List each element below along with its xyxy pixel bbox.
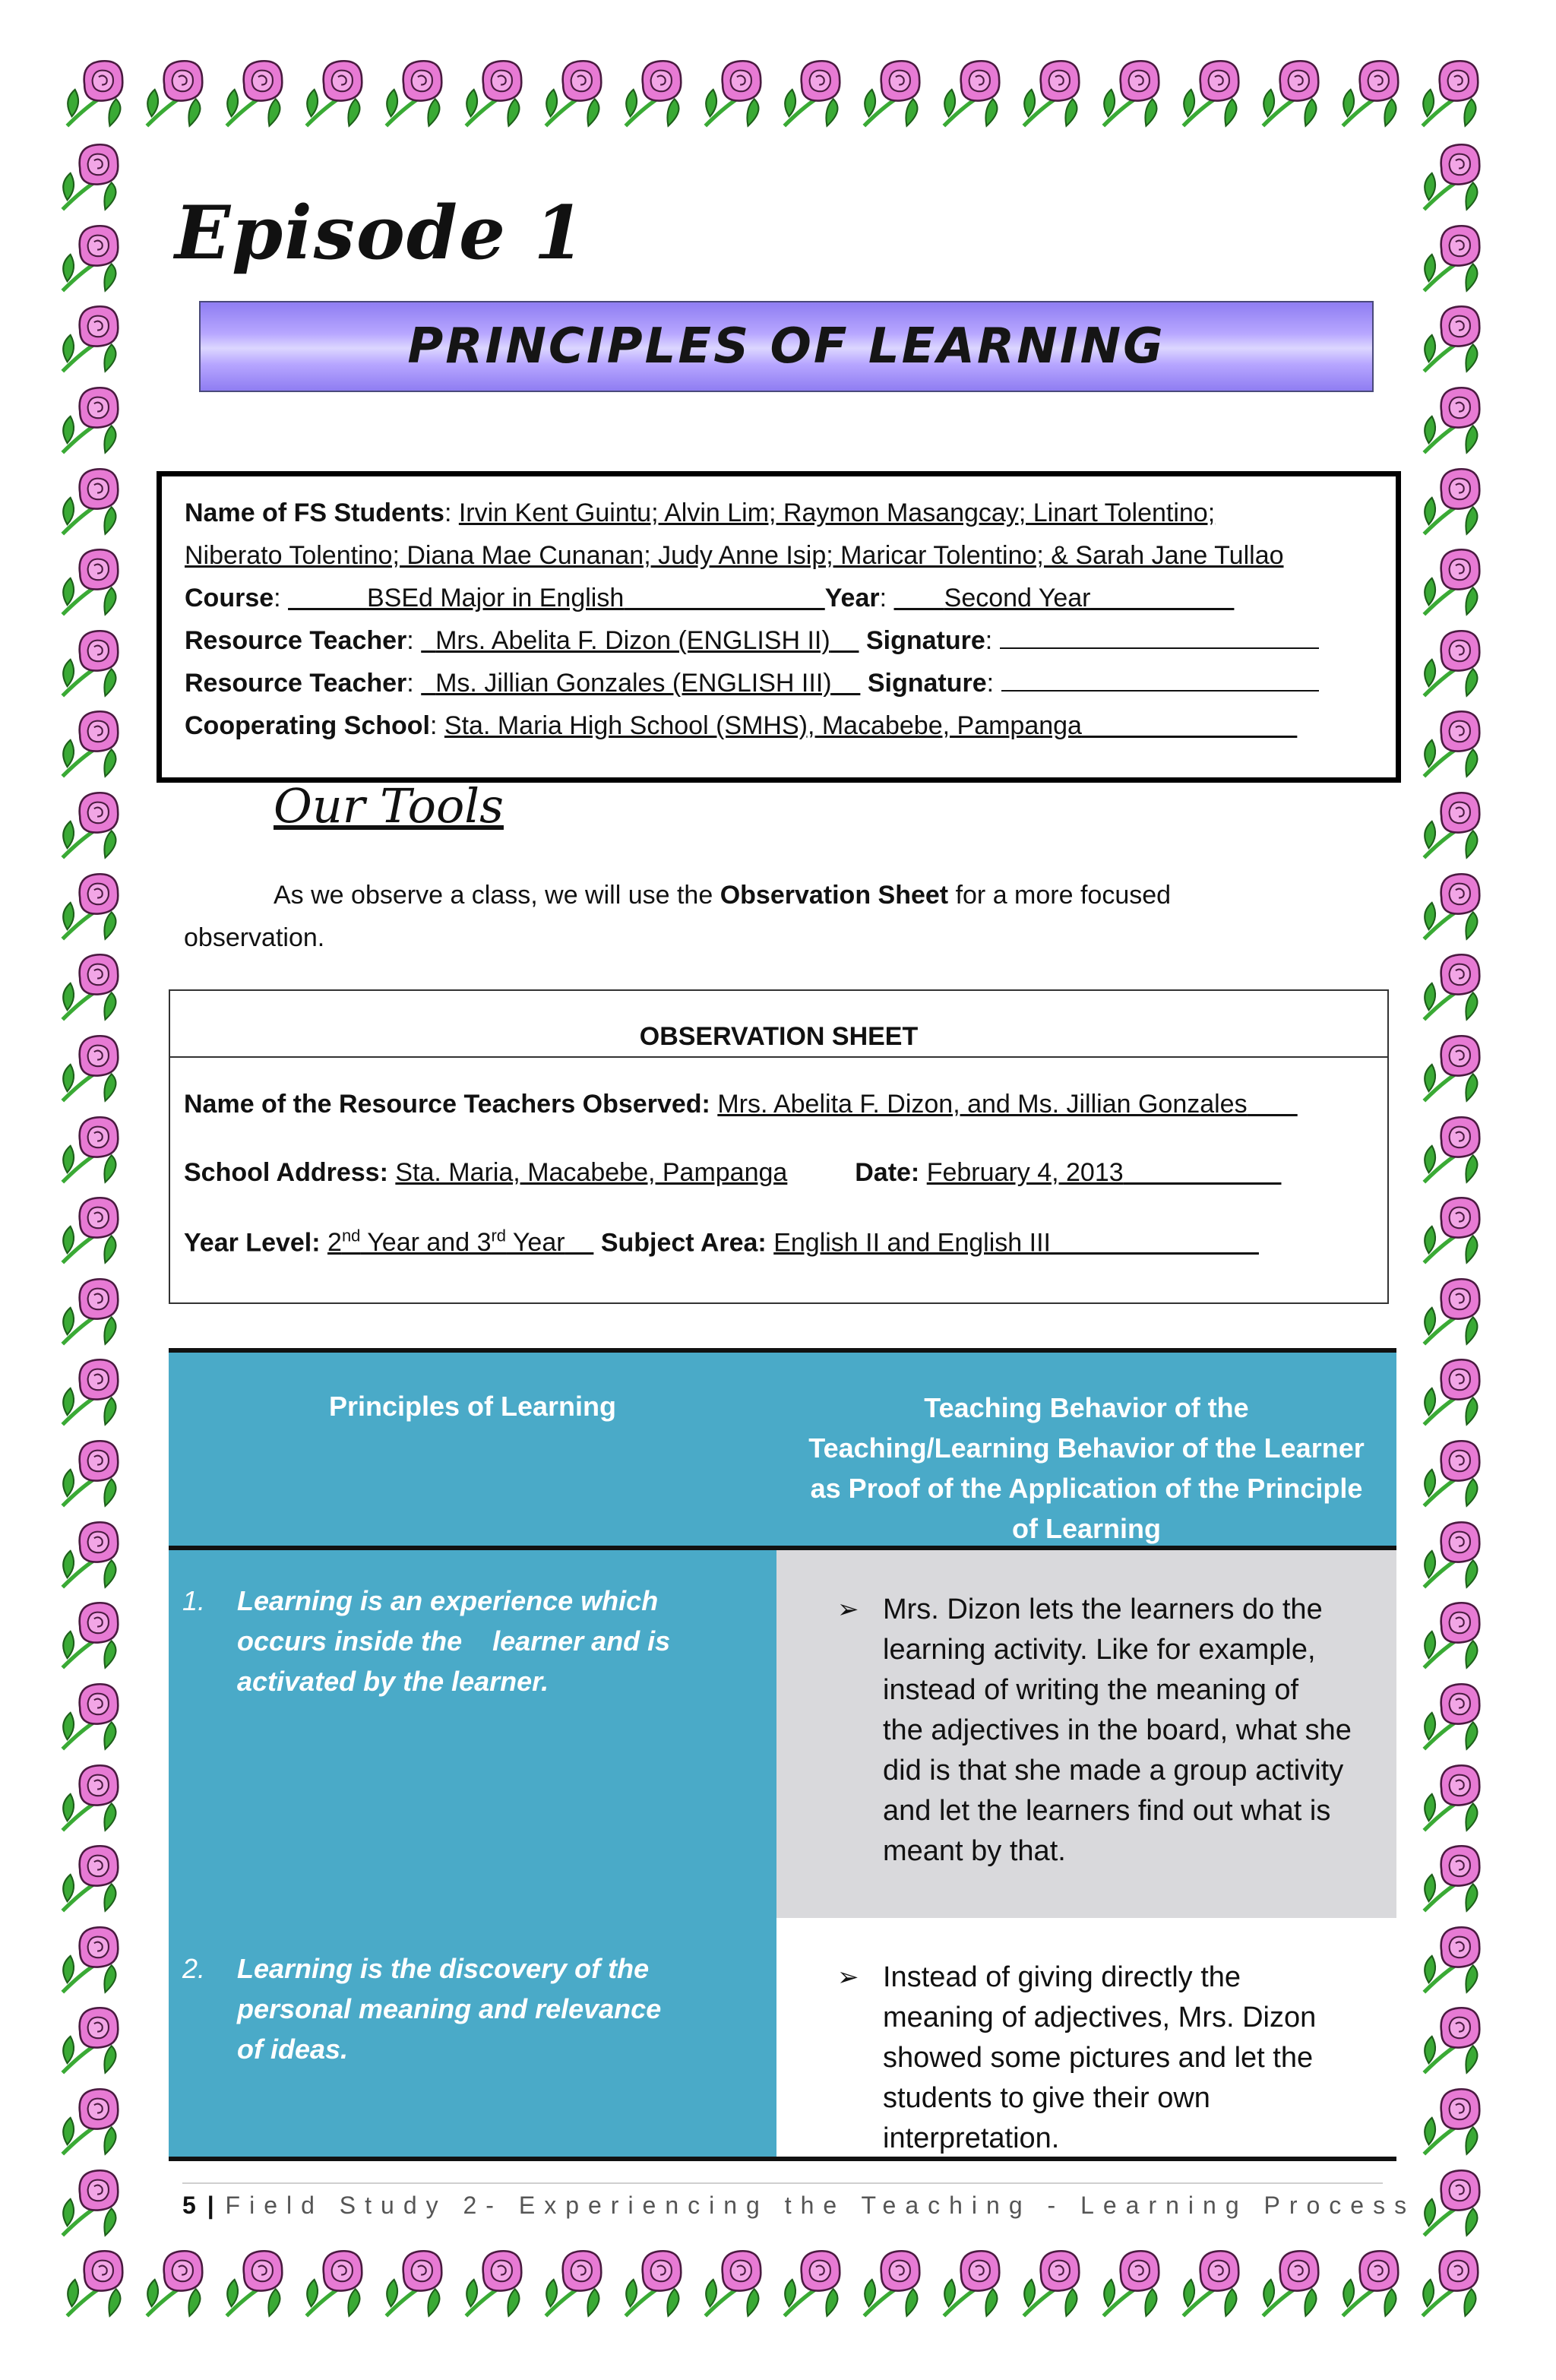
rose-icon [56, 1433, 135, 1512]
our-tools-heading: Our Tools [274, 778, 504, 834]
table-row-1-behavior: ➢ Mrs. Dizon lets the learners do the learning activity. Like for example, instead of writing the meaning of the adjectives in the board, what she did is that she made a group activity and let the learners find out what is meant by that. [776, 1550, 1396, 1918]
rose-icon [1257, 53, 1336, 132]
rose-icon [56, 1028, 135, 1107]
banner-title: PRINCIPLES OF LEARNING [407, 318, 1165, 375]
rose-icon [220, 2243, 299, 2322]
rose-icon [1336, 53, 1415, 132]
course-line: Course: BSEd Major in English Year: Second Year [185, 577, 1373, 619]
rose-icon [56, 623, 135, 702]
rose-icon [1017, 53, 1096, 132]
rose-icon [1177, 53, 1256, 132]
page-number: 5 [182, 2192, 196, 2219]
table-row-1-principle: 1. Learning is an experience which occurs inside the learner and is activated by the learner. [169, 1550, 776, 1918]
rose-icon [1418, 1595, 1497, 1674]
rose-icon [938, 53, 1017, 132]
rose-icon [56, 1514, 135, 1594]
rose-icon [699, 53, 778, 132]
rose-icon [61, 2243, 140, 2322]
teachers-observed-line: Name of the Resource Teachers Observed: Mrs. Abelita F. Dizon, and Ms. Jillian Gonzales [184, 1090, 1248, 1119]
rose-icon [56, 704, 135, 783]
rose-icon [938, 2243, 1017, 2322]
intro-paragraph: As we observe a class, we will use the Observation Sheet for a more focused observation. [184, 881, 1172, 952]
rose-icon [56, 1676, 135, 1755]
rose-icon [56, 2081, 135, 2160]
rose-icon [619, 53, 698, 132]
rose-icon [1418, 299, 1497, 378]
course-value: BSEd Major in English [366, 584, 625, 612]
table-row-2-principle: 2. Learning is the discovery of the personal meaning and relevance of ideas. [169, 1918, 776, 2161]
rose-icon [300, 2243, 379, 2322]
arrow-bullet-icon: ➢ [837, 1595, 859, 1624]
rose-icon [56, 461, 135, 540]
year-label: Year [824, 584, 880, 612]
students-value-1: Irvin Kent Guintu; Alvin Lim; Raymon Masangcay; Linart Tolentino; [458, 498, 1216, 527]
rose-icon [1418, 1352, 1497, 1431]
course-label: Course [185, 584, 274, 612]
observation-heading: OBSERVATION SHEET [170, 991, 1387, 1058]
signature-blank-1 [1000, 622, 1319, 649]
rose-icon [1097, 53, 1176, 132]
footer-separator: | [207, 2192, 214, 2219]
rose-icon [300, 53, 379, 132]
resource-teacher-1-line: Resource Teacher: Mrs. Abelita F. Dizon (ENGLISH II) Signature: [185, 619, 1373, 662]
rose-icon [1017, 2243, 1096, 2322]
rose-icon [56, 2163, 135, 2242]
students-line-2 [185, 534, 1373, 577]
rose-icon [1418, 2163, 1497, 2242]
arrow-bullet-icon: ➢ [837, 1963, 859, 1992]
resource-teacher-2-line: Resource Teacher: Ms. Jillian Gonzales (ENGLISH III) Signature: [185, 662, 1373, 704]
title-banner [199, 301, 1374, 392]
rt2-value: Ms. Jillian Gonzales (ENGLISH III) [435, 669, 832, 698]
rose-icon [56, 380, 135, 459]
rose-icon [778, 53, 857, 132]
rose-icon [539, 53, 618, 132]
rose-icon [1418, 1838, 1497, 1917]
rose-icon [1416, 2243, 1495, 2322]
rose-icon [56, 218, 135, 297]
rose-icon [460, 2243, 539, 2322]
rose-icon [619, 2243, 698, 2322]
rose-icon [699, 2243, 778, 2322]
rose-icon [1336, 2243, 1415, 2322]
rose-icon [1418, 866, 1497, 945]
rose-icon [539, 2243, 618, 2322]
rose-border-bottom [61, 2243, 1495, 2327]
observation-sheet [169, 989, 1389, 1304]
rose-icon [1418, 1271, 1497, 1350]
rose-icon [1418, 1109, 1497, 1188]
footer-text: Field Study 2- Experiencing the Teaching - Learning Process [225, 2192, 1416, 2219]
rose-icon [56, 1595, 135, 1674]
school-label: Cooperating School [185, 711, 430, 740]
rose-icon [380, 53, 459, 132]
rose-border-left [56, 137, 140, 2242]
table-header-row [169, 1348, 1396, 1550]
rose-icon [1418, 542, 1497, 621]
school-line: Cooperating School: Sta. Maria High School (SMHS), Macabebe, Pampanga [185, 704, 1373, 747]
signature-label-2: Signature [867, 669, 987, 698]
rose-icon [56, 1271, 135, 1350]
school-value: Sta. Maria High School (SMHS), Macabebe, Pampanga [444, 711, 1082, 740]
rose-icon [56, 785, 135, 864]
students-line: Name of FS Students: Irvin Kent Guintu; Alvin Lim; Raymon Masangcay; Linart Tolentino; [185, 498, 1216, 527]
rose-icon [56, 866, 135, 945]
rose-icon [1418, 218, 1497, 297]
rose-icon [1418, 947, 1497, 1026]
rt1-label: Resource Teacher [185, 626, 407, 655]
rose-icon [380, 2243, 459, 2322]
rose-icon [1418, 1758, 1497, 1837]
rose-icon [1418, 2081, 1497, 2160]
rose-icon [141, 2243, 220, 2322]
students-value-2: Niberato Tolentino; Diana Mae Cunanan; Judy Anne Isip; Maricar Tolentino; & Sarah Jane Tullao [185, 541, 1284, 570]
year-subject-line: Year Level: 2nd Year and 3rd Year Subject Area: English II and English III [184, 1226, 1051, 1258]
principles-table [169, 1348, 1396, 2161]
rose-icon [56, 1109, 135, 1188]
rose-icon [1416, 53, 1495, 132]
rose-icon [1257, 2243, 1336, 2322]
rose-icon [778, 2243, 857, 2322]
page-footer [182, 2182, 1416, 2220]
rose-icon [56, 1352, 135, 1431]
rose-icon [56, 1190, 135, 1269]
rose-icon [56, 1920, 135, 1999]
rose-border-top [61, 53, 1495, 137]
col-header-behavior: Teaching Behavior of the Teaching/Learning Behavior of the Learner as Proof of the Application of the Principle of Learning [808, 1392, 1365, 1544]
rose-icon [1418, 785, 1497, 864]
students-label: Name of FS Students [185, 498, 444, 527]
rose-icon [1418, 137, 1497, 216]
rt1-value: Mrs. Abelita F. Dizon (ENGLISH II) [435, 626, 830, 655]
rose-icon [56, 2000, 135, 2079]
rose-icon [1418, 1028, 1497, 1107]
rose-icon [1418, 1433, 1497, 1512]
rose-icon [56, 1838, 135, 1917]
rose-icon [61, 53, 140, 132]
rose-icon [56, 542, 135, 621]
rose-icon [1418, 623, 1497, 702]
rose-icon [220, 53, 299, 132]
year-value: Second Year [944, 584, 1091, 612]
rose-icon [1418, 1920, 1497, 1999]
rose-icon [56, 299, 135, 378]
signature-label-1: Signature [865, 626, 985, 655]
table-bottom-rule [169, 2157, 1396, 2161]
rose-icon [1097, 2243, 1176, 2322]
signature-blank-2 [1001, 664, 1319, 692]
rose-icon [1418, 2000, 1497, 2079]
rose-icon [1418, 1676, 1497, 1755]
rose-icon [1418, 1190, 1497, 1269]
rose-icon [56, 1758, 135, 1837]
student-info-box [157, 471, 1401, 783]
rose-icon [1418, 1514, 1497, 1594]
rose-icon [1418, 380, 1497, 459]
rt2-label: Resource Teacher [185, 669, 407, 698]
rose-icon [858, 53, 937, 132]
rose-icon [1177, 2243, 1256, 2322]
rose-icon [141, 53, 220, 132]
episode-title: Episode 1 [175, 190, 587, 276]
rose-icon [858, 2243, 937, 2322]
rose-icon [1418, 461, 1497, 540]
rose-icon [56, 137, 135, 216]
rose-border-right [1418, 137, 1501, 2242]
school-address-line: School Address: Sta. Maria, Macabebe, Pampanga Date: February 4, 2013 [184, 1158, 1124, 1187]
table-row-2-behavior: ➢ Instead of giving directly the meaning of adjectives, Mrs. Dizon showed some pictures and let the students to give their own interpretation. [776, 1918, 1396, 2161]
rose-icon [1418, 704, 1497, 783]
col-header-principles: Principles of Learning [328, 1391, 617, 1422]
rose-icon [56, 947, 135, 1026]
rose-icon [460, 53, 539, 132]
